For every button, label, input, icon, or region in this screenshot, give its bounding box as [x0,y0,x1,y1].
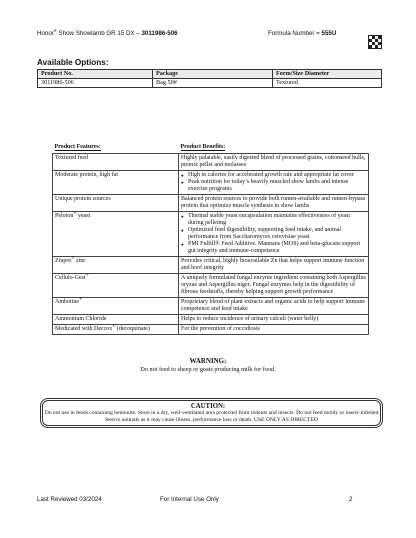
warning-title: WARNING: [189,357,227,365]
feature-name: Zinpro [55,258,72,264]
table-row [53,274,369,298]
feature-cell: Moderate protein, high fat [53,171,179,195]
list-item: ● Peak nutrition for today’s heavily muscled show lambs and intense exercise programs [188,179,366,193]
features-header [53,144,179,154]
feature-cell [53,298,179,315]
table-cell: 3011986-506 [38,79,153,88]
benefit-list [181,213,366,255]
benefit-cell: Balanced protein sources to provide both rumen-available and rumen-bypass protein that optimize muscle synthesis in show lambs [179,195,369,212]
caution-text: Do not use in feeds containing bentonite. Store in a dry, well-ventilated area protected from rodents and insects. Do not feed moldy or insect-infested feed to animals as it may cause illness, performance loss or death. USE ONLY AS DIRECTED [44,410,379,423]
benefits-header [179,144,369,154]
registered-mark: ® [85,272,89,277]
column-header: Form/Size Diameter [273,70,382,79]
formula-number [268,30,336,37]
feature-cell: Textured feed [53,154,179,171]
warning-text: Do not feed to sheep or goats producing milk for food. [140,366,276,373]
benefit-cell: Proprietary blend of plant extracts and organic acids to help support immune competence and feed intake [179,298,369,315]
caution-title: CAUTION: [190,403,226,410]
feature-cell [53,257,179,274]
formula-label: Formula Number = [268,30,320,37]
table-row [53,171,369,195]
product-title [37,27,178,37]
feature-cell: Unique protein sources [53,195,179,212]
feature-cell [53,274,179,298]
feature-name: Ambotine [55,299,79,305]
benefit-cell: Provides critical, highly bioavailable Zn that helps support immune function and hoof integrity [179,257,369,274]
list-item: ● PMI Fulfill® Feed Additive. Mannans (MOS) and beta-glucans support gut integrity and immune-competence [188,241,366,255]
table-header-row [38,70,382,79]
registered-mark: ® [71,255,75,260]
table-row [53,154,369,171]
available-options-table [37,69,382,88]
table-cell: Textured [273,79,382,88]
benefit-cell: Highly palatable, easily digested blend of processed grains, cottonseed hulls, premix pellet and molasses [179,154,369,171]
page-number: 2 [349,496,353,503]
table-row [53,315,369,325]
table-cell: Bag 50# [153,79,273,88]
feature-suffix: yeast [76,213,91,219]
table-header-row [53,144,369,154]
table-row [53,325,369,335]
benefits-header-label: Product Benefits: [180,144,226,150]
formula-value: 555U [321,30,337,37]
feature-cell [53,212,179,257]
benefit-cell: A uniquely formulated fungal enzyme ingredient containing both Aspergillus oryzae and Aspergillus niger. Fungal enzymes help in the digestibility of fibrous feedstuffs, thereby helping support growth performance [179,274,369,298]
feature-suffix: (decoquinate) [115,326,150,332]
checkerboard-logo-icon [368,35,382,49]
features-benefits-table [52,144,369,335]
product-code: 3011986-506 [141,30,178,37]
column-header: Package [153,70,273,79]
last-reviewed: Last Reviewed 03/2024 [37,496,102,503]
table-row [53,257,369,274]
feature-suffix: zinc [74,258,86,264]
list-item: ● High in calories for accelerated growth rate and appropriate fat cover [188,172,366,179]
list-item: ● Thermal stable yeast encapsulation maintains effectiveness of yeast during pelleting [188,213,366,227]
column-header: Product No. [38,70,153,79]
registered-mark: ® [73,210,77,215]
benefit-list [181,172,366,193]
available-options-heading: Available Options: [37,58,109,67]
registered-mark: ® [79,296,83,301]
registered-mark: ® [53,27,57,33]
feature-name: Cellulo-Gest [55,275,86,281]
feature-name: Peloton [55,213,74,219]
features-header-label: Product Features: [54,144,101,150]
benefit-cell: Helps to reduce incidence of urinary calculi (water belly) [179,315,369,325]
benefit-cell: For the prevention of coccidiosis [179,325,369,335]
table-row [53,212,369,257]
benefit-cell [179,171,369,195]
feature-cell: Ammonium Chloride [53,315,179,325]
benefit-cell [179,212,369,257]
brand-name: Honor [37,30,54,37]
product-name: Show Showlamb GR 15 DX – [58,30,140,37]
table-row [53,195,369,212]
feature-name: Medicated with Deccox [55,326,113,332]
registered-mark: ® [112,323,116,328]
table-row [38,79,382,88]
internal-use-note: For Internal Use Only [160,496,219,503]
feature-cell [53,325,179,335]
list-item: ● Optimized feed digestibility, supporting feed intake, and animal performance from Saccharomyces cerevisiae yeast [188,227,366,241]
table-row [53,298,369,315]
